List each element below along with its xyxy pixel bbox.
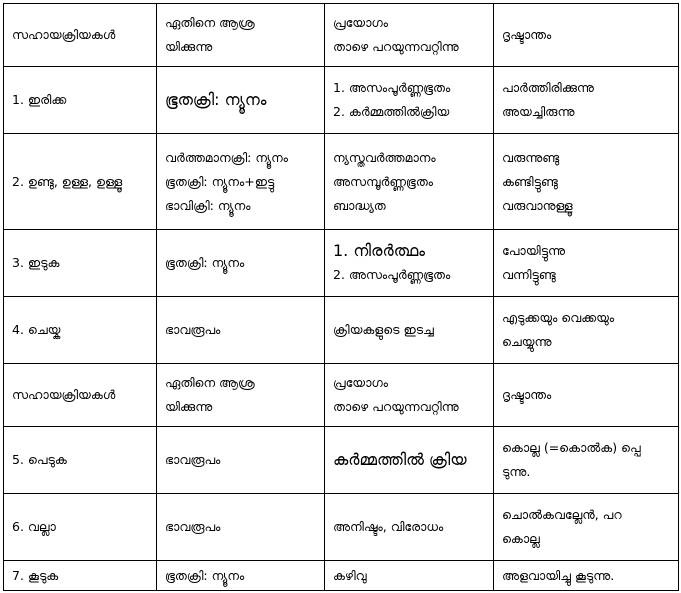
depends-on-cell [157, 67, 325, 134]
cell-text-line: വർത്തമാനക്രി: ന്യൂനം [165, 149, 288, 165]
example-cell [494, 364, 679, 427]
cell-text-line: ക്രിയകളുടെ ഇടച്ച [333, 322, 434, 337]
cell-text-line: പ്രയോഗം [333, 15, 389, 30]
depends-on-cell [157, 4, 325, 67]
cell-text-line: അയച്ചിരുന്നു [502, 104, 575, 119]
depends-on-cell [157, 494, 325, 561]
cell-text-line: താഴെ പറയുന്നവറ്റിന്നു [333, 399, 459, 414]
cell-text-line: ചൊൽകവല്ലേൻ, പറ [502, 507, 622, 522]
cell-text-line: 6. വല്ലാ [12, 519, 56, 534]
cell-text-line: ദൃഷ്ടാന്തം [502, 27, 552, 42]
cell-text-line: ഭൂതക്രി: ന്യൂനം [165, 567, 245, 583]
cell-text-line: ബാദ്ധ്യത [333, 197, 386, 213]
table-row [4, 297, 679, 364]
table-body [4, 4, 679, 591]
cell-text-line: ഏതിനെ ആശ്ര [165, 375, 255, 390]
auxiliary-verb-cell [4, 364, 157, 427]
cell-text-line: ഭൂതക്രി: ന്യൂനം [165, 90, 267, 109]
cell-text-line: സഹായക്രിയകൾ [12, 387, 116, 402]
auxiliary-verb-cell [4, 427, 157, 494]
usage-cell [325, 67, 494, 134]
usage-cell [325, 427, 494, 494]
table-row [4, 67, 679, 134]
cell-text-line: യിക്കുന്നു [165, 399, 213, 414]
table-row [4, 230, 679, 297]
example-cell [494, 561, 679, 591]
cell-text-line: 1. നിരർത്ഥം [333, 241, 425, 260]
cell-text-line: വരുന്നുണ്ടു [502, 149, 560, 165]
cell-text-line: കൊല്ല (=കൊൽക) പ്പെ [502, 440, 641, 455]
cell-text-line: 2. അസംപൂർണ്ണഭൂതം [333, 267, 451, 282]
cell-text-line: 1. അസംപൂർണ്ണഭൂതം [333, 80, 451, 95]
cell-text-line: പാർത്തിരിക്കുന്നു [502, 80, 594, 95]
example-cell [494, 134, 679, 230]
cell-text-line: ന്യസ്തവർത്തമാനം [333, 149, 436, 165]
cell-text-line: ടുന്നു. [502, 464, 531, 479]
cell-text-line: 7. കൂടുക [12, 567, 59, 583]
cell-text-line: ഭാവിക്രി: ന്യൂനം [165, 197, 251, 213]
cell-text-line: ഭാവരൂപം [165, 452, 221, 467]
cell-text-line: വരുവാനുള്ളൂ [502, 197, 573, 213]
cell-text-line: 3. ഇടുക [12, 255, 60, 270]
usage-cell [325, 230, 494, 297]
cell-text-line: 4. ചെയ്ക [12, 322, 61, 337]
usage-cell [325, 4, 494, 67]
usage-cell [325, 297, 494, 364]
cell-text-line: താഴെ പറയുന്നവറ്റിന്നു [333, 39, 459, 54]
depends-on-cell [157, 427, 325, 494]
usage-cell [325, 561, 494, 591]
cell-text-line: യിക്കുന്നു [165, 39, 213, 54]
example-cell [494, 67, 679, 134]
depends-on-cell [157, 297, 325, 364]
cell-text-line: കൊല്ല [502, 531, 540, 546]
cell-text-line: എടുക്കയും വെക്കയും [502, 310, 615, 325]
usage-cell [325, 494, 494, 561]
cell-text-line: ചെയ്യുന്നു [502, 334, 552, 349]
usage-cell [325, 364, 494, 427]
auxiliary-verb-cell [4, 230, 157, 297]
cell-text-line: കർമ്മത്തിൽ ക്രിയ [333, 450, 467, 469]
example-cell [494, 427, 679, 494]
depends-on-cell [157, 134, 325, 230]
cell-text-line: 2. ഉണ്ടു, ഉള്ള, ഉള്ളൂ [12, 173, 123, 189]
auxiliary-verb-cell [4, 67, 157, 134]
grammar-table [3, 3, 679, 591]
cell-text-line: 1. ഇരിക്ക [12, 92, 67, 107]
cell-text-line: ഏതിനെ ആശ്ര [165, 15, 255, 30]
example-cell [494, 494, 679, 561]
depends-on-cell [157, 230, 325, 297]
table-header-row [4, 364, 679, 427]
cell-text-line: ഭാവരൂപം [165, 519, 221, 534]
cell-text-line: ഭൂതക്രി: ന്യൂനം [165, 255, 245, 270]
auxiliary-verb-cell [4, 494, 157, 561]
depends-on-cell [157, 364, 325, 427]
example-cell [494, 230, 679, 297]
example-cell [494, 4, 679, 67]
cell-text-line: കഴിവു [333, 567, 367, 583]
cell-text-line: ഭൂതക്രി: ന്യൂനം+ഇട്ടു [165, 173, 275, 189]
cell-text-line: ദൃഷ്ടാന്തം [502, 387, 552, 402]
table-row [4, 561, 679, 591]
cell-text-line: പോയിട്ടുന്നു [502, 243, 566, 258]
cell-text-line: കണ്ടിട്ടുണ്ടു [502, 173, 558, 189]
auxiliary-verb-cell [4, 134, 157, 230]
table-row [4, 134, 679, 230]
depends-on-cell [157, 561, 325, 591]
auxiliary-verb-cell [4, 297, 157, 364]
cell-text-line: സഹായക്രിയകൾ [12, 27, 116, 42]
table-row [4, 494, 679, 561]
cell-text-line: വന്നിട്ടുണ്ടു [502, 267, 556, 282]
cell-text-line: അളവായിച്ചു കൂടുന്നു. [502, 567, 615, 583]
table-header-row [4, 4, 679, 67]
auxiliary-verb-cell [4, 561, 157, 591]
cell-text-line: ഭാവരൂപം [165, 322, 221, 337]
cell-text-line: 2. കർമ്മത്തിൽക്രിയ [333, 104, 450, 119]
table-row [4, 427, 679, 494]
usage-cell [325, 134, 494, 230]
cell-text-line: അസമ്പൂർണ്ണഭൂതം [333, 173, 433, 189]
example-cell [494, 297, 679, 364]
cell-text-line: അനിഷ്ടം, വിരോധം [333, 519, 444, 534]
cell-text-line: പ്രയോഗം [333, 375, 389, 390]
cell-text-line: 5. പെടുക [12, 452, 67, 467]
auxiliary-verb-cell [4, 4, 157, 67]
